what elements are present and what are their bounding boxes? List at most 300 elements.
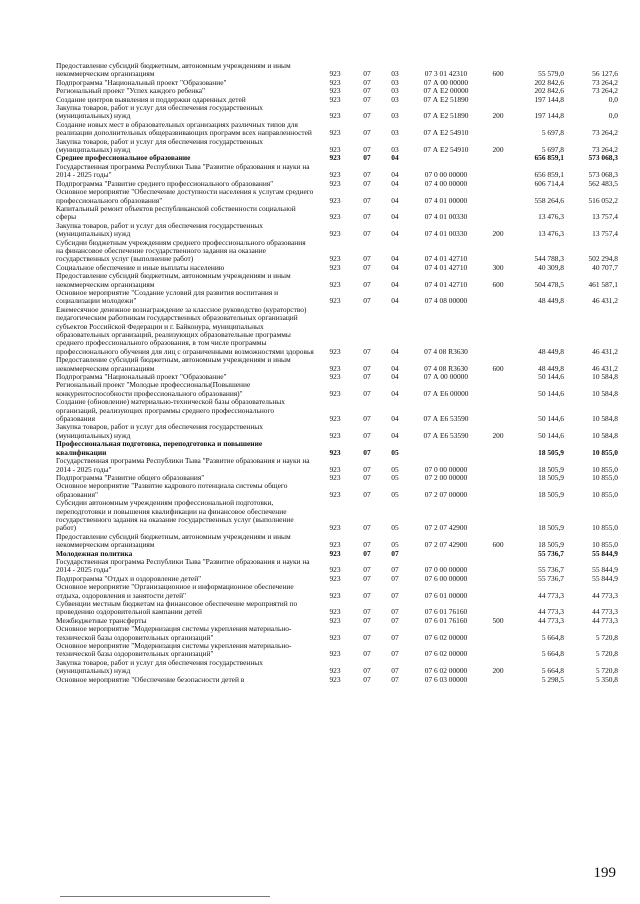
row-grbs-code: 923 [329,607,341,617]
row-section-code: 07 [363,675,371,684]
row-subsection-code: 04 [391,430,399,440]
row-target-article: 07 А 00 00000 [423,373,469,382]
row-name: Предоставление субсидий бюджетным, автономным учреждениям и иным некоммерческим организациям [56,272,291,289]
table-row [56,676,618,684]
table-row [56,272,618,289]
row-grbs-code: 923 [329,414,341,424]
page-number: 199 [593,865,616,881]
row-section-code: 07 [363,414,371,424]
row-name: Основное мероприятие "Обеспечение безопасности детей в [56,675,245,684]
row-amount-second-year: 10 855,0 [592,540,618,550]
row-subsection-code: 05 [391,473,399,482]
row-grbs-code: 923 [329,263,341,272]
row-subsection-code: 03 [391,69,399,79]
row-amount-second-year: 10 584,8 [592,430,618,440]
row-subsection-code: 04 [391,254,399,264]
row-grbs-code: 923 [329,296,341,306]
row-name: Молодежная политика [56,549,133,558]
row-grbs-code: 923 [329,464,341,474]
row-amount-first-year: 5 664,8 [541,649,564,659]
row-amount-second-year: 56 127,6 [592,69,618,79]
row-amount-second-year: 5 720,8 [595,666,618,676]
row-grbs-code: 923 [329,574,341,583]
row-amount-second-year: 5 720,8 [595,632,618,642]
table-row [56,373,618,381]
row-expense-type [484,180,512,188]
row-amount-second-year: 10 584,8 [592,388,618,398]
row-amount-second-year: 10 855,0 [592,464,618,474]
row-grbs-code: 923 [329,170,341,180]
row-expense-type: 600 [492,363,504,373]
row-name: Закупка товаров, работ и услуг для обеспечения государственных (муниципальных) нужд [56,423,263,440]
row-amount-first-year: 13 476,3 [538,229,564,239]
row-name: Основное мероприятие "Модернизация системы укрепления материально-технической базы оздоровительных организаций" [56,625,292,642]
table-row [56,188,618,205]
row-section-code: 07 [363,78,371,87]
row-subsection-code: 05 [391,489,399,499]
row-section-code: 07 [363,540,371,550]
row-amount-second-year: 0,0 [608,95,618,104]
row-target-article: 07 А Е2 54910 [423,145,469,155]
row-amount-second-year: 44 773,3 [592,616,618,625]
row-expense-type [484,474,512,482]
row-subsection-code: 07 [391,565,399,575]
row-target-article: 07 0 00 00000 [424,170,468,180]
row-subsection-code: 05 [391,464,399,474]
row-section-code: 07 [363,87,371,96]
row-expense-type: 200 [492,145,504,155]
row-subsection-code: 05 [391,523,399,533]
table-row [56,62,618,79]
row-amount-second-year: 10 584,8 [592,373,618,382]
row-amount-second-year: 13 757,4 [592,212,618,222]
row-section-code: 07 [363,95,371,104]
row-section-code: 07 [363,296,371,306]
row-target-article: 07 А Е2 51890 [423,95,469,104]
row-grbs-code: 923 [329,590,341,600]
table-row [56,499,618,533]
row-subsection-code: 07 [391,675,399,684]
row-name: Создание (обновление) материально-технической базы образовательных организаций, реализующих программы среднего профессионального образования [56,398,285,424]
row-amount-second-year: 516 052,2 [588,195,618,205]
row-name: Основное мероприятие "Обеспечение доступности населения к услугам среднего профессионального образования" [56,188,314,205]
row-expense-type [484,205,512,222]
row-target-article: 07 А Е2 00000 [423,87,469,96]
row-amount-second-year: 44 773,3 [592,590,618,600]
row-target-article: 07 4 08 00000 [424,296,468,306]
row-name: Профессиональная подготовка, переподготовка и повышение квалификации [56,440,263,457]
row-grbs-code: 923 [329,549,341,558]
table-row [56,104,618,121]
row-name: Основное мероприятие "Развитие кадрового потенциала системы общего образования" [56,482,288,499]
row-subsection-code: 03 [391,111,399,121]
row-amount-first-year: 48 449,8 [538,346,564,356]
row-amount-first-year: 55 736,7 [538,574,564,583]
row-amount-first-year: 5 664,8 [541,666,564,676]
row-name: Основное мероприятие "Создание условий для развития воспитания и социализации молодежи" [56,288,279,306]
row-section-code: 07 [363,632,371,642]
row-target-article: 07 6 02 00000 [424,632,468,642]
row-section-code: 07 [363,170,371,180]
row-target-article: 07 6 01 76160 [424,607,468,617]
row-amount-second-year: 55 844,9 [592,549,618,558]
row-expense-type [484,163,512,180]
row-amount-first-year: 18 505,9 [538,473,564,482]
row-subsection-code: 04 [391,346,399,356]
table-row [56,381,618,398]
row-amount-first-year: 48 449,8 [538,363,564,373]
row-amount-second-year: 55 844,9 [592,565,618,575]
row-target-article: 07 А Е2 51890 [423,111,469,121]
budget-table-container [56,62,618,684]
row-amount-first-year: 13 476,3 [538,212,564,222]
table-row [56,457,618,474]
row-target-article: 07 2 07 42900 [424,540,468,550]
row-subsection-code: 04 [391,229,399,239]
row-subsection-code: 04 [391,170,399,180]
row-subsection-code: 03 [391,78,399,87]
row-name: Основное мероприятие "Модернизация системы укрепления материально-технической базы оздоровительных организаций" [56,642,292,659]
row-subsection-code: 04 [391,179,399,188]
row-expense-type [484,575,512,583]
row-subsection-code: 04 [391,195,399,205]
row-grbs-code: 923 [329,565,341,575]
table-row [56,398,618,423]
row-amount-first-year: 55 736,7 [538,549,564,558]
row-name: Государственная программа Республики Тыва "Развитие образования и науки на 2014 - 2025 годы" [56,557,310,575]
row-grbs-code: 923 [329,145,341,155]
table-row [56,642,618,659]
row-expense-type [484,482,512,499]
row-amount-second-year: 5 720,8 [595,649,618,659]
row-name: Субвенции местным бюджетам на финансовое обеспечение мероприятий по проведению оздоровительной кампании детей [56,600,298,617]
row-amount-first-year: 50 144,6 [538,414,564,424]
row-target-article: 07 2 07 00000 [424,489,468,499]
row-section-code: 07 [363,346,371,356]
row-section-code: 07 [363,69,371,79]
row-amount-second-year: 461 587,1 [588,279,618,289]
table-row [56,264,618,272]
row-name: Создание центров выявления и поддержки одаренных детей [56,95,246,104]
row-expense-type [484,79,512,87]
row-section-code: 07 [363,145,371,155]
row-expense-type: 200 [492,229,504,239]
row-expense-type: 200 [492,111,504,121]
row-amount-second-year: 562 483,5 [588,179,618,188]
row-section-code: 07 [363,279,371,289]
row-subsection-code: 07 [391,666,399,676]
row-expense-type [484,642,512,659]
row-name: Среднее профессиональное образование [56,154,191,163]
row-section-code: 07 [363,607,371,617]
row-grbs-code: 923 [329,373,341,382]
row-amount-first-year: 44 773,3 [538,607,564,617]
row-grbs-code: 923 [329,523,341,533]
row-expense-type [484,558,512,575]
table-row [56,550,618,558]
table-row [56,474,618,482]
row-section-code: 07 [363,195,371,205]
row-section-code: 07 [363,666,371,676]
row-section-code: 07 [363,373,371,382]
table-row [56,600,618,617]
table-row [56,423,618,440]
row-amount-second-year: 502 294,8 [588,254,618,264]
row-section-code: 07 [363,473,371,482]
row-target-article [408,440,484,457]
row-target-article: 07 6 00 00000 [424,574,468,583]
row-amount-first-year: 55 736,7 [538,565,564,575]
row-name: Государственная программа Республики Тыва "Развитие образования и науки на 2014 - 2025 годы" [56,162,310,180]
table-row [56,356,618,373]
row-amount-second-year: 40 707,7 [592,263,618,272]
row-amount-first-year: 656 859,1 [534,170,564,180]
row-amount-first-year: 5 664,8 [541,632,564,642]
table-row [56,625,618,642]
row-expense-type [484,583,512,600]
row-target-article: 07 0 00 00000 [424,565,468,575]
row-expense-type [484,188,512,205]
row-name: Предоставление субсидий бюджетным, автономным учреждениям и иным некоммерческим организациям [56,532,291,550]
row-amount-second-year: 573 068,3 [588,170,618,180]
row-amount-second-year: 10 855,0 [592,489,618,499]
row-grbs-code: 923 [329,388,341,398]
row-section-code: 07 [363,616,371,625]
row-expense-type [484,676,512,684]
row-target-article: 07 4 01 42710 [424,254,468,264]
row-target-article: 07 4 08 R3630 [424,346,468,356]
row-grbs-code: 923 [329,540,341,550]
row-expense-type [484,398,512,423]
row-subsection-code: 04 [391,212,399,222]
row-subsection-code: 05 [391,540,399,550]
row-grbs-code: 923 [329,154,341,163]
row-expense-type [484,625,512,642]
row-section-code: 07 [363,489,371,499]
budget-table-body [56,62,618,684]
row-section-code: 07 [363,128,371,138]
row-name: Межбюджетные трансферты [56,616,147,625]
row-grbs-code: 923 [329,616,341,625]
row-amount-first-year: 50 144,6 [538,373,564,382]
row-name: Социальное обеспечение и иные выплаты населению [56,263,225,272]
row-expense-type [484,306,512,356]
row-grbs-code: 923 [329,363,341,373]
footer-rule [60,896,270,897]
row-amount-second-year: 73 264,2 [592,128,618,138]
row-section-code: 07 [363,574,371,583]
row-section-code: 07 [363,590,371,600]
row-expense-type: 200 [492,430,504,440]
row-expense-type: 300 [492,263,504,272]
row-grbs-code: 923 [329,666,341,676]
row-target-article: 07 4 01 42710 [424,263,468,272]
row-target-article: 07 2 07 42900 [424,523,468,533]
row-name: Государственная программа Республики Тыва "Развитие образования и науки на 2014 - 2025 годы" [56,457,310,474]
row-amount-second-year: 10 855,0 [592,447,618,457]
table-row [56,96,618,104]
row-subsection-code: 03 [391,95,399,104]
row-subsection-code: 04 [391,154,399,163]
row-expense-type [484,600,512,617]
row-target-article: 07 6 02 00000 [424,649,468,659]
row-section-code: 07 [363,447,371,457]
row-section-code: 07 [363,649,371,659]
row-expense-type: 500 [492,616,504,625]
row-section-code: 07 [363,111,371,121]
table-row [56,533,618,550]
row-amount-second-year: 10 855,0 [592,473,618,482]
row-subsection-code: 04 [391,388,399,398]
table-row [56,121,618,138]
row-expense-type [484,550,512,558]
row-amount-second-year: 573 068,3 [588,154,618,163]
row-expense-type [484,440,512,457]
row-target-article: 07 6 03 00000 [424,675,468,684]
row-target-article: 07 4 08 R3630 [424,363,468,373]
row-expense-type: 600 [492,279,504,289]
row-section-code: 07 [363,229,371,239]
row-grbs-code: 923 [329,195,341,205]
row-grbs-code: 923 [329,212,341,222]
row-amount-first-year: 544 788,3 [534,254,564,264]
row-expense-type [484,121,512,138]
row-grbs-code: 923 [329,632,341,642]
row-target-article: 07 4 01 00000 [424,195,468,205]
row-amount-first-year: 44 773,3 [538,590,564,600]
row-name: Субсидии автономным учреждениям профессиональной подготовки, переподготовки и повышения квалификации на финансовое обеспечение государственного задания на оказание государственных услуг (выполнение работ) [56,499,294,533]
table-row [56,180,618,188]
row-amount-first-year: 18 505,9 [538,489,564,499]
row-subsection-code: 04 [391,296,399,306]
row-section-code: 07 [363,212,371,222]
row-amount-first-year: 44 773,3 [538,616,564,625]
row-amount-first-year: 18 505,9 [538,464,564,474]
row-name: Подпрограмма "Отдых и оздоровление детей" [56,574,202,583]
row-amount-first-year: 18 505,9 [538,447,564,457]
row-section-code: 07 [363,179,371,188]
table-row [56,558,618,575]
table-row [56,87,618,95]
row-name: Основное мероприятие "Организационное и информационное обеспечение отдыха, оздоровления и занятости детей" [56,583,294,600]
row-expense-type: 600 [492,69,504,79]
row-amount-first-year: 40 309,8 [538,263,564,272]
row-target-article: 07 2 00 00000 [424,473,468,482]
row-amount-second-year: 13 757,4 [592,229,618,239]
row-section-code: 07 [363,388,371,398]
row-grbs-code: 923 [329,128,341,138]
row-subsection-code: 03 [391,128,399,138]
row-target-article: 07 А Е2 54910 [423,128,469,138]
row-subsection-code: 07 [391,607,399,617]
row-grbs-code: 923 [329,473,341,482]
row-amount-first-year: 202 842,6 [534,87,564,96]
row-subsection-code: 03 [391,145,399,155]
row-name: Подпрограмма "Развитие среднего профессионального образования" [56,179,274,188]
row-section-code: 07 [363,263,371,272]
row-section-code: 07 [363,464,371,474]
budget-table [56,62,618,684]
row-target-article: 07 4 01 00330 [424,229,468,239]
row-amount-first-year: 18 505,9 [538,540,564,550]
row-name: Субсидии бюджетным учреждениям среднего профессионального образования на финансовое обеспечение государственного задания на оказание государственных услуг (выполнение работ) [56,238,306,264]
row-amount-first-year: 55 579,0 [538,69,564,79]
table-row [56,306,618,356]
table-row [56,583,618,600]
table-row [56,289,618,306]
row-section-code: 07 [363,565,371,575]
row-grbs-code: 923 [329,254,341,264]
row-amount-first-year: 48 449,8 [538,296,564,306]
table-row [56,575,618,583]
row-grbs-code: 923 [329,179,341,188]
row-name: Предоставление субсидий бюджетным, автономным учреждениям и иным некоммерческим организациям [56,356,291,373]
row-name: Закупка товаров, работ и услуг для обеспечения государственных (муниципальных) нужд [56,137,263,155]
table-row [56,138,618,155]
table-row [56,482,618,499]
row-expense-type [484,96,512,104]
row-name: Подпрограмма "Национальный проект "Образование" [56,78,227,87]
row-grbs-code: 923 [329,95,341,104]
row-amount-first-year: 5 298,5 [541,675,564,684]
row-subsection-code: 07 [391,574,399,583]
row-grbs-code: 923 [329,489,341,499]
row-subsection-code: 04 [391,373,399,382]
row-expense-type [484,239,512,264]
row-name: Подпрограмма "Развитие общего образования" [56,473,205,482]
row-grbs-code: 923 [329,675,341,684]
row-expense-type [484,457,512,474]
row-amount-first-year: 606 714,4 [534,179,564,188]
row-target-article [408,550,484,558]
row-target-article: 07 4 01 00330 [424,212,468,222]
row-name: Капитальный ремонт объектов республиканской собственности социальной сферы [56,204,296,222]
row-amount-first-year: 558 264,6 [534,195,564,205]
table-row [56,79,618,87]
row-target-article: 07 6 01 76160 [424,616,468,625]
row-section-code: 07 [363,430,371,440]
row-section-code: 07 [363,523,371,533]
row-expense-type [484,87,512,95]
row-grbs-code: 923 [329,649,341,659]
table-row [56,440,618,457]
row-amount-first-year: 202 842,6 [534,78,564,87]
row-subsection-code: 07 [391,590,399,600]
row-expense-type [484,373,512,381]
row-section-code: 07 [363,254,371,264]
row-subsection-code: 05 [391,447,399,457]
row-amount-first-year: 50 144,6 [538,388,564,398]
row-subsection-code: 04 [391,363,399,373]
row-amount-second-year: 0,0 [608,111,618,121]
row-amount-second-year: 73 264,2 [592,78,618,87]
row-amount-first-year: 5 697,8 [541,128,564,138]
row-subsection-code: 07 [391,549,399,558]
row-amount-first-year: 5 697,8 [541,145,564,155]
row-grbs-code: 923 [329,279,341,289]
row-target-article: 07 0 00 00000 [424,464,468,474]
row-name: Ежемесячное денежное вознаграждение за классное руководство (кураторство) педагогическим работникам государственных образовательных организаций субъектов Российской Федерации и г. Байконура, муниципальных образовательных организаций, реализующих образовательные программы среднего профессионального образования, в том числе программы профессионального обучения для лиц с ограниченными возможностями здоровья [56,305,314,356]
row-section-code: 07 [363,154,371,163]
row-grbs-code: 923 [329,69,341,79]
row-expense-type [484,154,512,162]
row-amount-second-year: 55 844,9 [592,574,618,583]
row-grbs-code: 923 [329,430,341,440]
row-target-article: 07 3 01 42310 [424,69,468,79]
row-target-article: 07 6 01 00000 [424,590,468,600]
row-name: Подпрограмма "Национальный проект "Образование" [56,373,227,382]
row-name: Предоставление субсидий бюджетным, автономным учреждениям и иным некоммерческим организациям [56,62,291,79]
